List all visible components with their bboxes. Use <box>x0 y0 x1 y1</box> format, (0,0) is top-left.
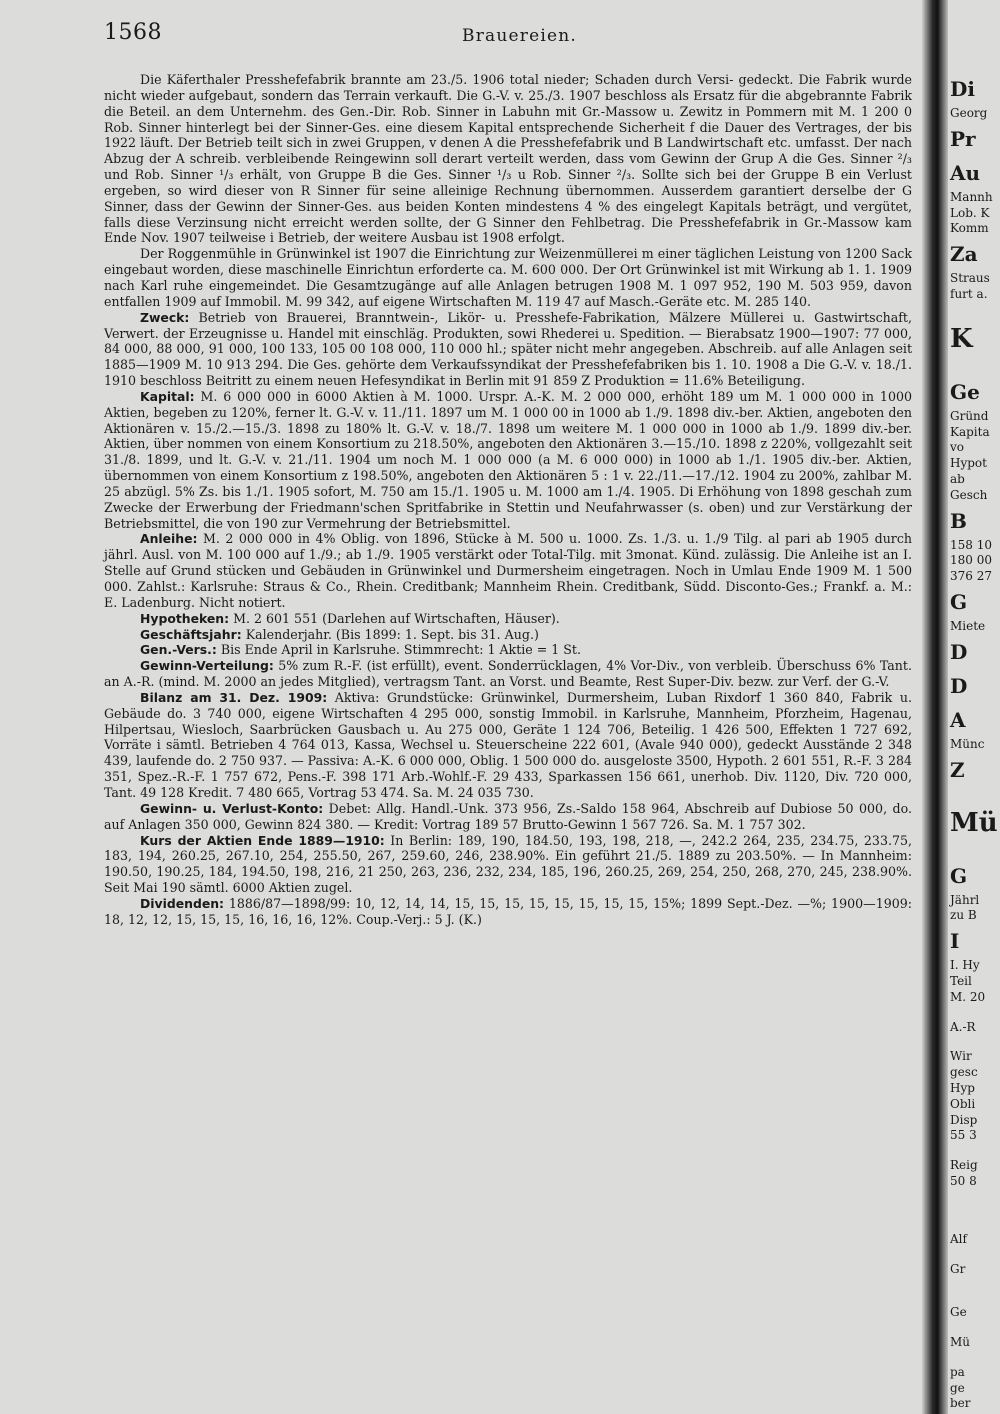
section-label: Gewinn- u. Verlust-Konto: <box>140 800 324 816</box>
paragraph <box>104 690 912 801</box>
side-fragment-line: 50 8 <box>950 1173 977 1188</box>
side-fragment-line <box>950 1277 1000 1291</box>
section-label: Zweck: <box>140 309 190 325</box>
side-fragment-line <box>950 845 1000 859</box>
paragraph-text: M. 2 601 551 (Darlehen auf Wirtschaften, Häuser). <box>233 610 560 626</box>
side-fragment-line: Hyp <box>950 1080 975 1095</box>
side-fragment-line: Reig <box>950 1158 978 1173</box>
side-fragment-line: Gesch <box>950 487 988 502</box>
side-fragment-line: gesc <box>950 1065 978 1080</box>
side-fragment-line: Münc <box>950 736 985 751</box>
paragraph-text: M. 6 000 000 in 6000 Aktien à M. 1000. Urspr. A.-K. M. 2 000 000, erhöht 189 um M. 1 000 000 in 1000 Aktien, begeben zu 120%, ferner lt. G.-V. v. 11./11. 1897 um M. 1 000 00 in 1000 ab 1./9. 1898 div.-ber. Aktien, angeboten den Aktionären v. 15./2.—15./3. 1898 zu 180% lt. G.-V. v. 18./7. 1898 um weitere M. 1 000 000 in 1000 ab 1./9. 1899 div.-ber. Aktien, über nommen von einem Konsortium zu 218.50%, angeboten den Aktionären 3.—15./10. 1898 z 220%, vollgezahlt seit 31./8. 1899, und lt. G.-V. v. 21./11. 1904 um noch M. 1 000 000 (a M. 6 000 000) in 1000 ab 1./1. 1905 div.-ber. Aktien, übernommen von einem Konsortium z 198.50%, angeboten den Aktionären 5 : 1 v. 22./11.—17./12. 1904 zu 200%, zahlbar M. 25 abzügl. 5% Zs. bis 1./1. 1905 sofort, M. 750 am 15./1. 1905 u. M. 1000 am 1./4. 1905. Di Erhöhung von 1898 geschah zum Zwecke der Erwerbung der Friedmann'schen Spritfabrike in Stettin und Neufahrwasser (s. oben) und zur Verstärkung der Betriebsmittel, die von 190 zur Vermehrung der Betriebsmittel. <box>104 388 912 531</box>
section-label: Hypotheken: <box>140 610 230 626</box>
side-fragment-line <box>950 1248 1000 1262</box>
section-label: Gewinn-Verteilung: <box>140 658 274 674</box>
side-fragment-line: Za <box>950 242 978 267</box>
paragraph <box>104 310 912 389</box>
side-fragment-line: Gr <box>950 1261 966 1276</box>
side-fragment-line <box>950 1218 1000 1232</box>
paragraph <box>104 896 912 928</box>
section-label: Dividenden: <box>140 895 224 911</box>
paragraph <box>104 801 912 833</box>
paragraph <box>104 389 912 532</box>
section-label: Bilanz am 31. Dez. 1909: <box>140 689 328 705</box>
paragraph <box>104 72 912 246</box>
paragraph-text: 5% zum R.-F. (ist erfüllt), event. Sonderrücklagen, 4% Vor-Div., von verbleib. Überschuss 6% Tant. an A.-R. (mind. M. 2000 an jedes Mitglied), vertragsm Tant. an Vorst. und Beamte, Rest Super-Div. bezw. zur Verf. der G.-V. <box>104 658 912 690</box>
side-fragment-line: Wir <box>950 1049 972 1064</box>
side-fragment-line <box>950 1190 1000 1204</box>
section-label: Kapital: <box>140 388 195 404</box>
side-fragment-line: Mü <box>950 807 998 838</box>
adjacent-page-fragment <box>950 72 1000 1411</box>
side-fragment-line: I. Hy <box>950 958 980 973</box>
side-fragment-line: Jährl <box>950 892 980 907</box>
paragraph-text: Der Roggenmühle in Grünwinkel ist 1907 die Einrichtung zur Weizenmüllerei m einer täglichen Leistung von 1200 Sack eingebaut worden, diese maschinelle Einrichtun erforderte ca. M. 600 000. Der Ort Grünwinkel ist mit Wirkung ab 1. 1. 1909 nach Karl ruhe eingemeindet. Die Gesamtzugänge auf alle Anlagen betrugen 1908 M. 1 097 952, 190 M. 503 959, davon entfallen 1909 auf Immobil. M. 99 342, auf eigene Wirtschaften M. 119 47 auf Masch.-Geräte etc. M. 285 140. <box>104 246 912 309</box>
side-fragment-line: Teil <box>950 973 972 988</box>
side-fragment-line: ge <box>950 1380 965 1395</box>
side-fragment-line: Mü <box>950 1335 971 1350</box>
section-label: Gen.-Vers.: <box>140 642 217 658</box>
paragraph <box>104 642 912 658</box>
side-fragment-line: Au <box>950 160 981 185</box>
side-fragment-line: Ge <box>950 1305 967 1320</box>
side-fragment-line: B <box>950 508 967 533</box>
side-fragment-line <box>950 303 1000 317</box>
side-fragment-line: zu B <box>950 908 977 923</box>
side-fragment-line: furt a. <box>950 286 988 301</box>
paragraph-text: Betrieb von Brauerei, Branntwein-, Likör- u. Presshefe-Fabrikation, Mälzere Müllerei u. Gastwirtschaft, Verwert. der Erzeugnisse u. Handel mit einschläg. Produkten, sowi Rhederei u. Spedition. — Bierabsatz 1900—1907: 77 000, 84 000, 88 000, 91 000, 100 133, 105 00 108 000, 110 000 hl.; später nicht mehr angegeben. Abschreib. auf alle Anlagen seit 1885—1909 M. 10 913 294. Die Ges. gehörte dem Verkaufssyndikat der Presshefefabriken bis 1. 10. 1908 a Die G.-V. v. 18./1. 1910 beschloss Beitritt zu einem neuen Hefesyndikat in Berlin mit 91 859 Z Produktion = 11.6% Beteiligung. <box>104 309 912 389</box>
side-fragment-line <box>950 1351 1000 1365</box>
side-fragment-line <box>950 1204 1000 1218</box>
side-fragment-line: Komm <box>950 221 989 236</box>
side-fragment-line: I <box>950 929 960 954</box>
side-fragment-line: pa <box>950 1364 965 1379</box>
paragraph-text: M. 2 000 000 in 4% Oblig. von 1896, Stücke à M. 500 u. 1000. Zs. 1./3. u. 1./9 Tilg. al pari ab 1905 durch jährl. Ausl. von M. 100 000 auf 1./9.; ab 1./9. 1905 verstärkt oder Total-Tilg. mit 3monat. Künd. zulässig. Die Anleihe ist an I. Stelle auf Grund stücken und Gebäuden in Grünwinkel und Durmersheim eingetragen. Noch in Umlau Ende 1909 M. 1 500 000. Zahlst.: Karlsruhe: Straus & Co., Rhein. Creditbank; Mannheim Rhein. Creditbank, Südd. Disconto-Ges.; Frankf. a. M.: E. Ladenburg. Nicht notiert. <box>104 531 912 610</box>
side-fragment-line: ber <box>950 1396 971 1411</box>
side-fragment-line: Gründ <box>950 408 989 423</box>
side-fragment-line: G <box>950 589 968 614</box>
side-fragment-line <box>950 1291 1000 1305</box>
paragraph <box>104 531 912 610</box>
side-fragment-line: Z <box>950 757 965 782</box>
paragraph-text: In Berlin: 189, 190, 184.50, 193, 198, 218, —, 242.2 264, 235, 234.75, 233.75, 183, 194, 260.25, 267.10, 254, 255.50, 267, 259.60, 246, 238.90%. Ein geführt 21./5. 1889 zu 203.50%. — In Mannheim: 190.50, 190.25, 184, 194.50, 198, 216, 21 250, 263, 236, 232, 234, 185, 196, 260.25, 269, 254, 250, 268, 270, 245, 238.90%. Seit Mai 190 sämtl. 6000 Aktien zugel. <box>104 832 912 896</box>
side-fragment-line: Georg <box>950 106 988 120</box>
paragraph-text: Die Käferthaler Presshefefabrik brannte am 23./5. 1906 total nieder; Schaden durch Versi- gedeckt. Die Fabrik wurde nicht wieder aufgebaut, sondern das Terrain verkauft. Die G.-V. v. 25./3. 1907 beschloss als Ersatz für die abgebrannte Fabrik die Beteil. an dem Unternehm. des Gen.-Dir. Rob. Sinner in Labuhn mit Gr.-Massow u. Zewitz in Pommern mit M. 1 200 0 Rob. Sinner hinterlegt bei der Sinner-Ges. eine diesem Kapital entsprechende Sicherheit f die Dauer des Vertrages, der bis 1922 läuft. Der Betrieb teilt sich in zwei Gruppen, v denen A die Presshefefabrik und B Landwirtschaft etc. umfasst. Der nach Abzug der A schreib. verbleibende Reingewinn soll derart verteilt werden, dass vom Gewinn der Grup A die Ges. Sinner ²/₃ und Rob. Sinner ¹/₃ erhält, von Gruppe B die Ges. Sinner ¹/₃ u Rob. Sinner ²/₃. Sollte sich bei der Gruppe B ein Verlust ergeben, so wird dieser von R Sinner für seine alleinige Rechnung übernommen. Ausserdem garantiert derselbe der G Sinner, dass der Gewinn der Sinner-Ges. aus beiden Konten mindestens 4 % des eingelegt Kapitals beträgt, und vergütet, falls diese Verzinsung nicht erreicht werden sollte, der G Sinner den Fehlbetrag. Die Presshefefabrik in Gr.-Massow kam Ende Nov. 1907 teilweise i Betrieb, der weitere Ausbau ist 1908 erfolgt. <box>104 72 912 246</box>
side-fragment-line <box>950 1321 1000 1335</box>
side-fragment-line: M. 20 <box>950 989 986 1004</box>
paragraph-text: 1886/87—1898/99: 10, 12, 14, 14, 15, 15, 15, 15, 15, 15, 15, 15, 15%; 1899 Sept.-Dez. —%; 1900—1909: 18, 12, 12, 15, 15, 15, 16, 16, 16, 12%. Coup.-Verj.: 5 J. (K.) <box>104 895 912 927</box>
section-label: Anleihe: <box>140 531 198 547</box>
side-fragment-line: D <box>950 673 968 698</box>
side-fragment-line: 55 3 <box>950 1128 977 1143</box>
side-fragment-line: Kapita <box>950 424 990 439</box>
paragraph-text: Kalenderjahr. (Bis 1899: 1. Sept. bis 31. Aug.) <box>245 626 539 642</box>
side-fragment-line: Straus <box>950 271 990 286</box>
side-fragment-line <box>950 1006 1000 1020</box>
side-fragment-line: Lob. K <box>950 205 990 220</box>
paragraph <box>104 611 912 627</box>
side-fragment-line: Alf <box>950 1231 967 1246</box>
page-number: 1568 <box>104 20 162 45</box>
side-fragment-line: Disp <box>950 1112 978 1127</box>
main-column <box>104 72 912 1392</box>
paragraph-text: Debet: Allg. Handl.-Unk. 373 956, Zs.-Saldo 158 964, Abschreib auf Dubiose 50 000, do. auf Anlagen 350 000, Gewinn 824 380. — Kredit: Vortrag 189 57 Brutto-Gewinn 1 567 726. Sa. M. 1 757 302. <box>104 800 912 832</box>
paragraph-text: Aktiva: Grundstücke: Grünwinkel, Durmersheim, Luban Rixdorf 1 360 840, Fabrik u. Gebäude do. 3 740 000, eigene Wirtschaften 4 295 000, sonstig Immobil. in Karlsruhe, Mannheim, Pforzheim, Hagenau, Hilpertsau, Wiesloch, Saarbrücken Gausbach u. Au 275 000, Geräte 1 124 706, Beteilig. 1 426 500, Effekten 1 727 692, Vorräte i sämtl. Betrieben 4 764 013, Kassa, Wechsel u. Steuerscheine 222 601, (Avale 940 000), gedeckt Ausstände 2 348 439, laufende do. 2 750 937. — Passiva: A.-K. 6 000 000, Oblig. 1 500 000 do. ausgeloste 3500, Hypoth. 2 601 551, R.-F. 3 284 351, Spez.-R.-F. 1 757 672, Pens.-F. 398 171 Arb.-Wohlf.-F. 29 433, Sparkassen 156 661, unerhob. Div. 1120, Div. 720 000, Tant. 49 128 Kredit. 7 480 665, Vortrag 53 474. Sa. M. 24 035 730. <box>104 689 912 800</box>
side-fragment-line: Ge <box>950 379 980 404</box>
side-fragment-line: vo <box>950 440 965 455</box>
side-fragment-line: D <box>950 639 968 664</box>
side-fragment-line: A <box>950 707 966 732</box>
side-fragment-line <box>950 1035 1000 1049</box>
side-fragment-line: 180 00 <box>950 553 992 568</box>
side-fragment-line: Obli <box>950 1096 976 1111</box>
side-fragment-line: 158 10 <box>950 537 992 552</box>
side-fragment-line: Mannh <box>950 189 993 204</box>
side-fragment-line: Di <box>950 77 975 101</box>
side-fragment-line: Hypot <box>950 456 987 471</box>
side-fragment-line <box>950 787 1000 801</box>
paragraph <box>104 627 912 643</box>
side-fragment-line <box>950 1144 1000 1158</box>
side-fragment-line: ab <box>950 471 965 486</box>
paragraph <box>104 658 912 690</box>
side-fragment-line: Pr <box>950 126 976 151</box>
paragraph-text: Bis Ende April in Karlsruhe. Stimmrecht: 1 Aktie = 1 St. <box>220 642 581 658</box>
side-fragment-line: A.-R <box>950 1019 976 1034</box>
side-fragment-line: G <box>950 863 968 888</box>
running-title: Brauereien. <box>462 26 578 46</box>
paragraph <box>104 833 912 896</box>
side-fragment-line <box>950 361 1000 375</box>
paragraph <box>104 246 912 309</box>
section-label: Kurs der Aktien Ende 1889—1910: <box>140 832 385 848</box>
side-fragment-line: 376 27 <box>950 569 992 584</box>
side-fragment-line: K <box>950 323 973 354</box>
side-fragment-line: Miete <box>950 618 986 633</box>
section-label: Geschäftsjahr: <box>140 626 242 642</box>
book-gutter <box>922 0 948 1414</box>
